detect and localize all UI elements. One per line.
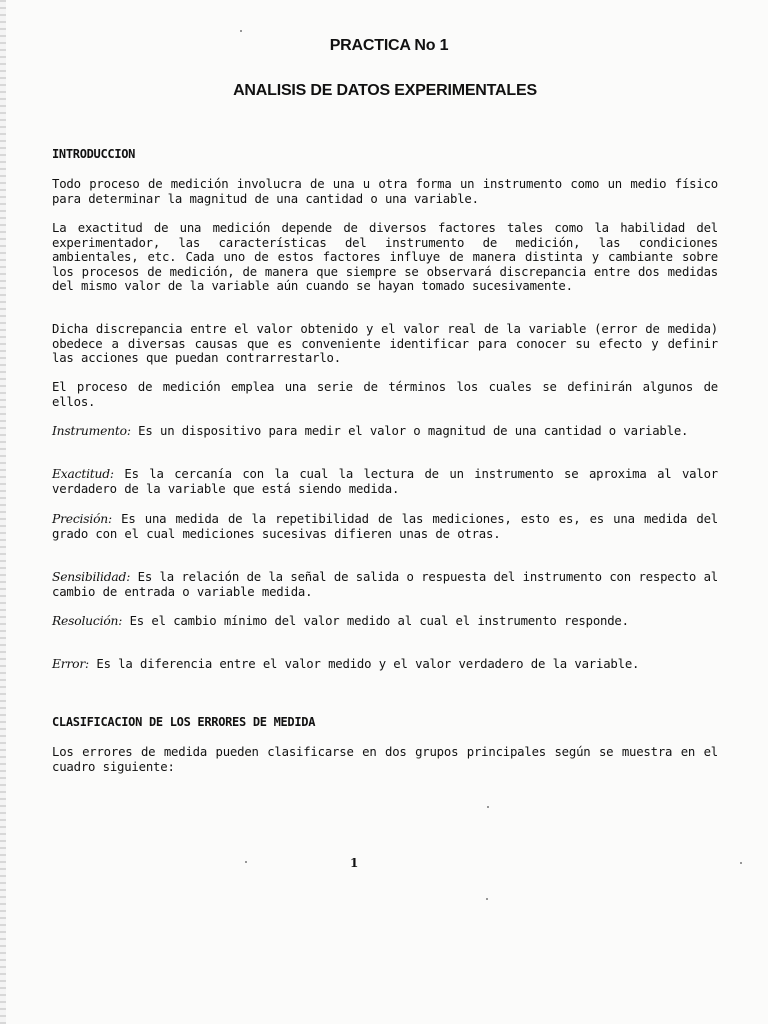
scan-speck	[240, 30, 242, 32]
definition-term: Exactitud:	[52, 467, 114, 481]
definition-text: Es la cercanía con la cual la lectura de un instrumento se aproxima al valor verdadero de la variable que está siendo medida.	[52, 467, 718, 496]
scan-speck	[486, 898, 488, 900]
definition-instrumento	[52, 424, 718, 439]
paragraph-intro-1: Todo proceso de medición involucra de una u otra forma un instrumento como un medio físico para determinar la magnitud de una cantidad o una variable.	[52, 177, 718, 206]
document-subtitle: ANALISIS DE DATOS EXPERIMENTALES	[233, 82, 537, 99]
paragraph-intro-3: Dicha discrepancia entre el valor obtenido y el valor real de la variable (error de medida) obedece a diversas causas que es conveniente identificar para conocer su efecto y definir las acciones que puedan contrarrestarlo.	[52, 322, 718, 366]
definition-sensibilidad	[52, 570, 718, 599]
definition-precision	[52, 512, 718, 541]
scan-speck	[245, 861, 247, 863]
definition-exactitud	[52, 467, 718, 496]
definition-term: Resolución:	[52, 614, 123, 628]
scan-speck	[487, 806, 489, 808]
definition-term: Error:	[52, 657, 89, 671]
document-title: PRACTICA No 1	[329, 37, 449, 54]
section-heading-clasificacion: CLASIFICACION DE LOS ERRORES DE MEDIDA	[52, 715, 316, 729]
definition-term: Instrumento:	[52, 424, 131, 438]
paragraph-intro-2: La exactitud de una medición depende de diversos factores tales como la habilidad del experimentador, las características del instrumento de medición, las condiciones ambientales, etc. Cada uno de estos factores influye de manera distinta y cambiante sobre los procesos de medición, de manera que siempre se observará discrepancia entre dos medidas del mismo valor de la variable aún cuando se hayan tomado sucesivamente.	[52, 221, 718, 294]
definition-resolucion	[52, 614, 718, 629]
definition-text: Es la relación de la señal de salida o respuesta del instrumento con respecto al cambio de entrada o variable medida.	[52, 570, 718, 599]
paragraph-intro-4: El proceso de medición emplea una serie de términos los cuales se definirán algunos de ellos.	[52, 380, 718, 409]
definition-term: Precisión:	[52, 512, 112, 526]
definition-text: Es el cambio mínimo del valor medido al cual el instrumento responde.	[122, 614, 629, 628]
paragraph-clasificacion: Los errores de medida pueden clasificarse en dos grupos principales según se muestra en el cuadro siguiente:	[52, 745, 718, 774]
definition-error	[52, 657, 718, 672]
section-heading-introduccion: INTRODUCCION	[52, 147, 136, 161]
definition-text: Es un dispositivo para medir el valor o magnitud de una cantidad o variable.	[130, 424, 689, 438]
definition-text: Es una medida de la repetibilidad de las mediciones, esto es, es una medida del grado con el cual mediciones sucesivas difieren unas de otras.	[52, 512, 718, 541]
definition-term: Sensibilidad:	[52, 570, 131, 584]
page-number: 1	[350, 856, 359, 870]
scan-edge	[0, 0, 6, 1024]
definition-text: Es la diferencia entre el valor medido y el valor verdadero de la variable.	[88, 657, 640, 671]
scan-speck	[740, 862, 742, 864]
